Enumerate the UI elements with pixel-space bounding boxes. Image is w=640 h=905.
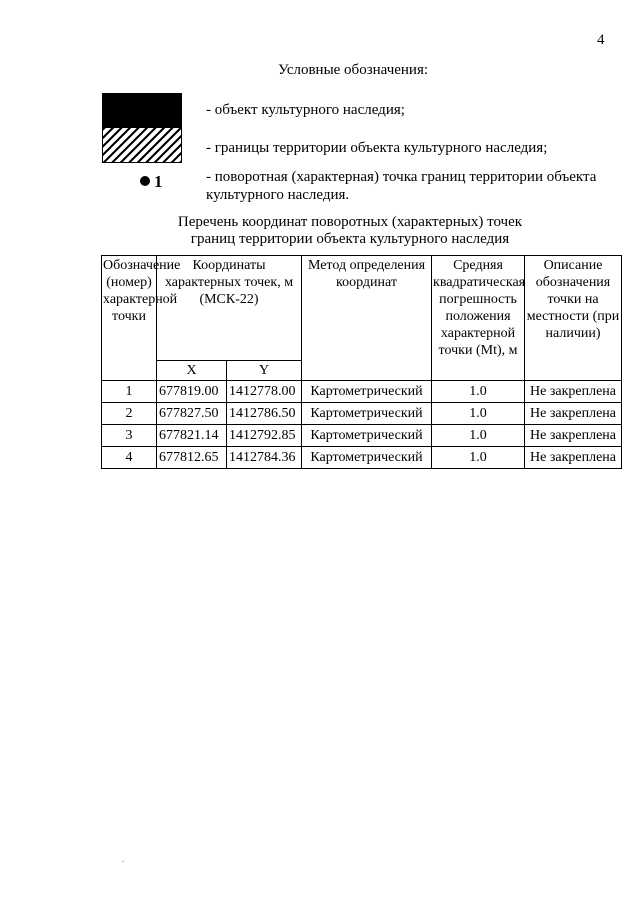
mt-error: 1.0 — [432, 403, 525, 425]
coord-y: 1412784.36 — [227, 447, 302, 469]
legend-item-turning-point: - поворотная (характерная) точка границ территории объекта культурного наследия. — [206, 169, 597, 203]
territory-boundary-swatch — [102, 127, 182, 163]
turning-point-marker-icon — [140, 176, 150, 186]
header-error: Средняя квадратическая погрешность положения характерной точки (Mt), м — [432, 256, 525, 381]
method: Картометрический — [302, 381, 432, 403]
header-y: Y — [227, 361, 302, 381]
point-description: Не закреплена — [525, 447, 622, 469]
legend-item-territory-boundary: - границы территории объекта культурного наследия; — [206, 140, 548, 156]
header-description: Описание обозначения точки на местности (при наличии) — [525, 256, 622, 381]
point-description: Не закреплена — [525, 425, 622, 447]
coordinates-table — [101, 255, 622, 469]
coord-x: 677821.14 — [157, 425, 227, 447]
mt-error: 1.0 — [432, 381, 525, 403]
point-description: Не закреплена — [525, 381, 622, 403]
header-designation: Обозначение (номер) характерной точки — [102, 256, 157, 381]
method: Картометрический — [302, 403, 432, 425]
heritage-object-swatch — [102, 93, 182, 129]
coord-y: 1412786.50 — [227, 403, 302, 425]
point-number: 4 — [102, 447, 157, 469]
coord-y: 1412778.00 — [227, 381, 302, 403]
header-method: Метод определения координат — [302, 256, 432, 381]
legend-item-heritage-object: - объект культурного наследия; — [206, 102, 405, 118]
point-number: 1 — [102, 381, 157, 403]
turning-point-marker-label: 1 — [154, 172, 163, 191]
coord-x: 677827.50 — [157, 403, 227, 425]
method: Картометрический — [302, 425, 432, 447]
point-description: Не закреплена — [525, 403, 622, 425]
footer-mark: . — [122, 855, 124, 864]
coord-y: 1412792.85 — [227, 425, 302, 447]
header-x: X — [157, 361, 227, 381]
table-title-line-1: Перечень координат поворотных (характерных) точек — [177, 214, 523, 230]
point-number: 3 — [102, 425, 157, 447]
legend-title: Условные обозначения: — [278, 62, 429, 78]
table-row — [102, 403, 622, 425]
mt-error: 1.0 — [432, 425, 525, 447]
table-title-line-2: границ территории объекта культурного наследия — [190, 231, 510, 247]
table-row — [102, 381, 622, 403]
method: Картометрический — [302, 447, 432, 469]
header-coordinates: Координаты характерных точек, м (МСК-22) — [157, 256, 302, 361]
point-number: 2 — [102, 403, 157, 425]
table-title — [160, 214, 540, 248]
mt-error: 1.0 — [432, 447, 525, 469]
table-row — [102, 447, 622, 469]
page-number: 4 — [597, 32, 605, 48]
coord-x: 677812.65 — [157, 447, 227, 469]
coord-x: 677819.00 — [157, 381, 227, 403]
table-row — [102, 425, 622, 447]
